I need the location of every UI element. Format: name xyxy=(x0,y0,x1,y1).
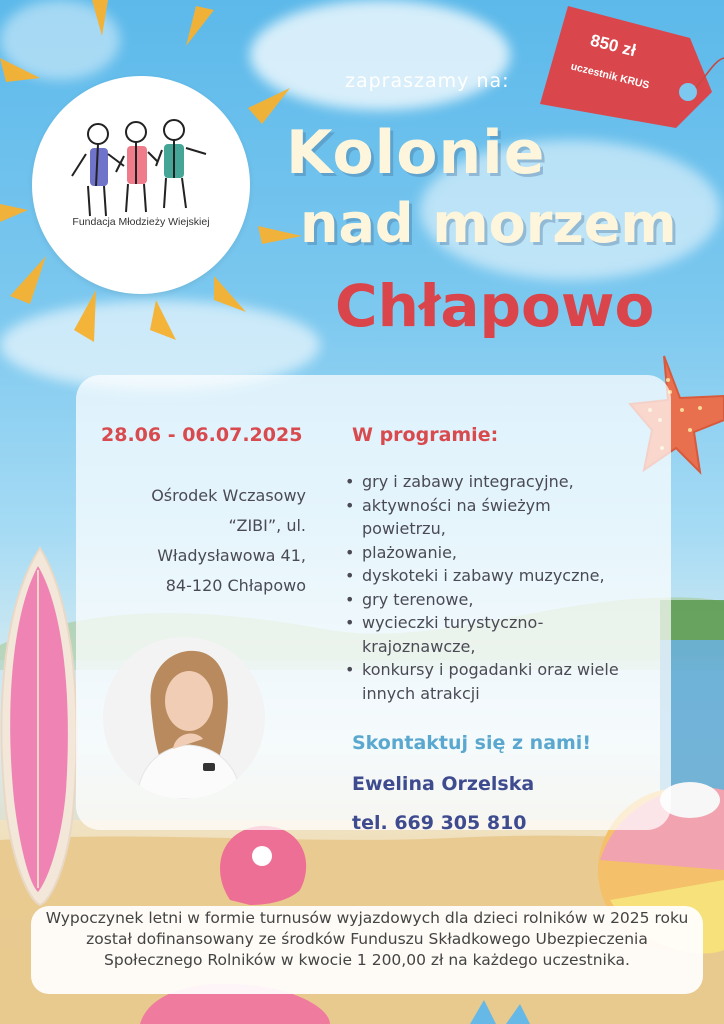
contact-photo xyxy=(103,637,265,799)
contact-name: Ewelina Orzelska xyxy=(352,773,535,795)
location-title: Chłapowo xyxy=(335,272,655,340)
venue-line: 84-120 Chłapowo xyxy=(165,576,306,595)
invite-text: zapraszamy na: xyxy=(345,70,510,92)
event-dates: 28.06 - 06.07.2025 xyxy=(101,424,303,446)
program-item: • gry terenowe, xyxy=(345,588,675,612)
venue-line: Ośrodek Wczasowy xyxy=(151,486,306,505)
venue-line: “ZIBI”, ul. xyxy=(228,516,306,535)
program-list xyxy=(345,470,675,705)
program-item: • gry i zabawy integracyjne, xyxy=(345,470,675,494)
title-line-1: Kolonie xyxy=(286,118,546,188)
program-item: • dyskoteki i zabawy muzyczne, xyxy=(345,564,675,588)
person-portrait-icon xyxy=(103,637,265,799)
funding-note-text: Wypoczynek letni w formie turnusów wyjazdowych dla dzieci rolników w 2025 roku został dofinansowany ze środków Funduszu Składkowego Ubezpieczenia Społecznego Rolników w kwocie 1 200,00 zł na każdego uczestnika. xyxy=(45,909,689,969)
program-item: • aktywności na świeżym powietrzu, xyxy=(345,494,567,541)
program-item: • konkursy i pogadanki oraz wiele innych atrakcji xyxy=(345,658,624,705)
venue-address xyxy=(100,481,306,601)
contact-phone[interactable]: tel. 669 305 810 xyxy=(352,812,527,834)
program-heading: W programie: xyxy=(352,424,499,446)
program-item: • plażowanie, xyxy=(345,541,675,565)
price-value: 850 zł xyxy=(588,30,638,61)
venue-line: Władysławowa 41, xyxy=(157,546,306,565)
logo-text: Fundacja Młodzieży Wiejskiej xyxy=(72,216,210,228)
title-line-2: nad morzem xyxy=(300,192,677,255)
price-note: uczestnik KRUS xyxy=(569,60,651,92)
program-item: • wycieczki turystyczno-krajoznawcze, xyxy=(345,611,592,658)
contact-heading: Skontaktuj się z nami! xyxy=(352,732,591,754)
